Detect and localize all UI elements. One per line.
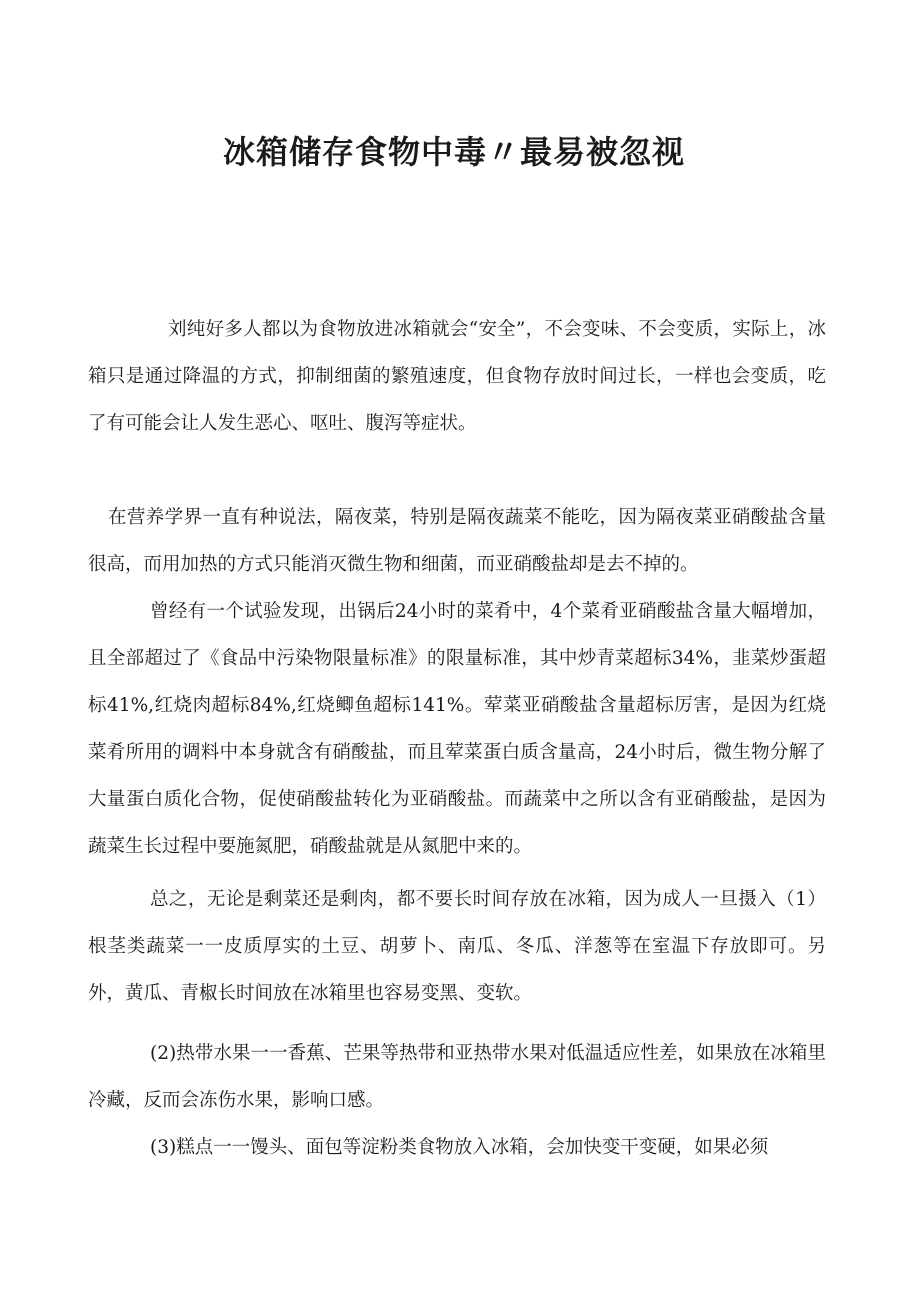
paragraph-nutrition-view: 在营养学界一直有种说法，隔夜菜，特别是隔夜蔬菜不能吃，因为隔夜菜亚硝酸盐含量很高，而用加热的方式只能消灭微生物和细菌，而亚硝酸盐却是去不掉的。 bbox=[88, 507, 826, 575]
paragraph-pastry: (3)糕点一一馒头、面包等淀粉类食物放入冰箱，会加快变干变硬，如果必须 bbox=[150, 1137, 769, 1158]
paragraph-intro: 刘纯好多人都以为食物放进冰箱就会“安全”，不会变味、不会变质，实际上，冰箱只是通过降温的方式，抑制细菌的繁殖速度，但食物存放时间过长，一样也会变质，吃了有可能会让人发生恶心、呕吐、腹泻等症状。 bbox=[88, 319, 826, 434]
page-title: 冰箱储存食物中毒〃最易被忽视 bbox=[222, 133, 685, 171]
paragraph-summary-root-vegetables: 总之，无论是剩菜还是剩肉，都不要长时间存放在冰箱，因为成人一旦摄入（1）根茎类蔬菜一一皮质厚实的土豆、胡萝卜、南瓜、冬瓜、洋葱等在室温下存放即可。另外，黄瓜、青椒长时间放在冰箱里也容易变黑、变软。 bbox=[88, 889, 826, 1004]
paragraph-tropical-fruit: (2)热带水果一一香蕉、芒果等热带和亚热带水果对低温适应性差，如果放在冰箱里冷藏，反而会冻伤水果，影响口感。 bbox=[88, 1043, 826, 1111]
paragraph-experiment: 曾经有一个试验发现，出锅后24小时的菜肴中，4个菜肴亚硝酸盐含量大幅增加，且全部超过了《食品中污染物限量标准》的限量标准，其中炒青菜超标34%，韭菜炒蛋超标41%,红烧肉超标84%,红烧鲫鱼超标141%。荤菜亚硝酸盐含量超标厉害，是因为红烧菜肴所用的调料中本身就含有硝酸盐，而且荤菜蛋白质含量高，24小时后，微生物分解了大量蛋白质化合物，促使硝酸盐转化为亚硝酸盐。而蔬菜中之所以含有亚硝酸盐，是因为蔬菜生长过程中要施氮肥，硝酸盐就是从氮肥中来的。 bbox=[88, 601, 826, 857]
